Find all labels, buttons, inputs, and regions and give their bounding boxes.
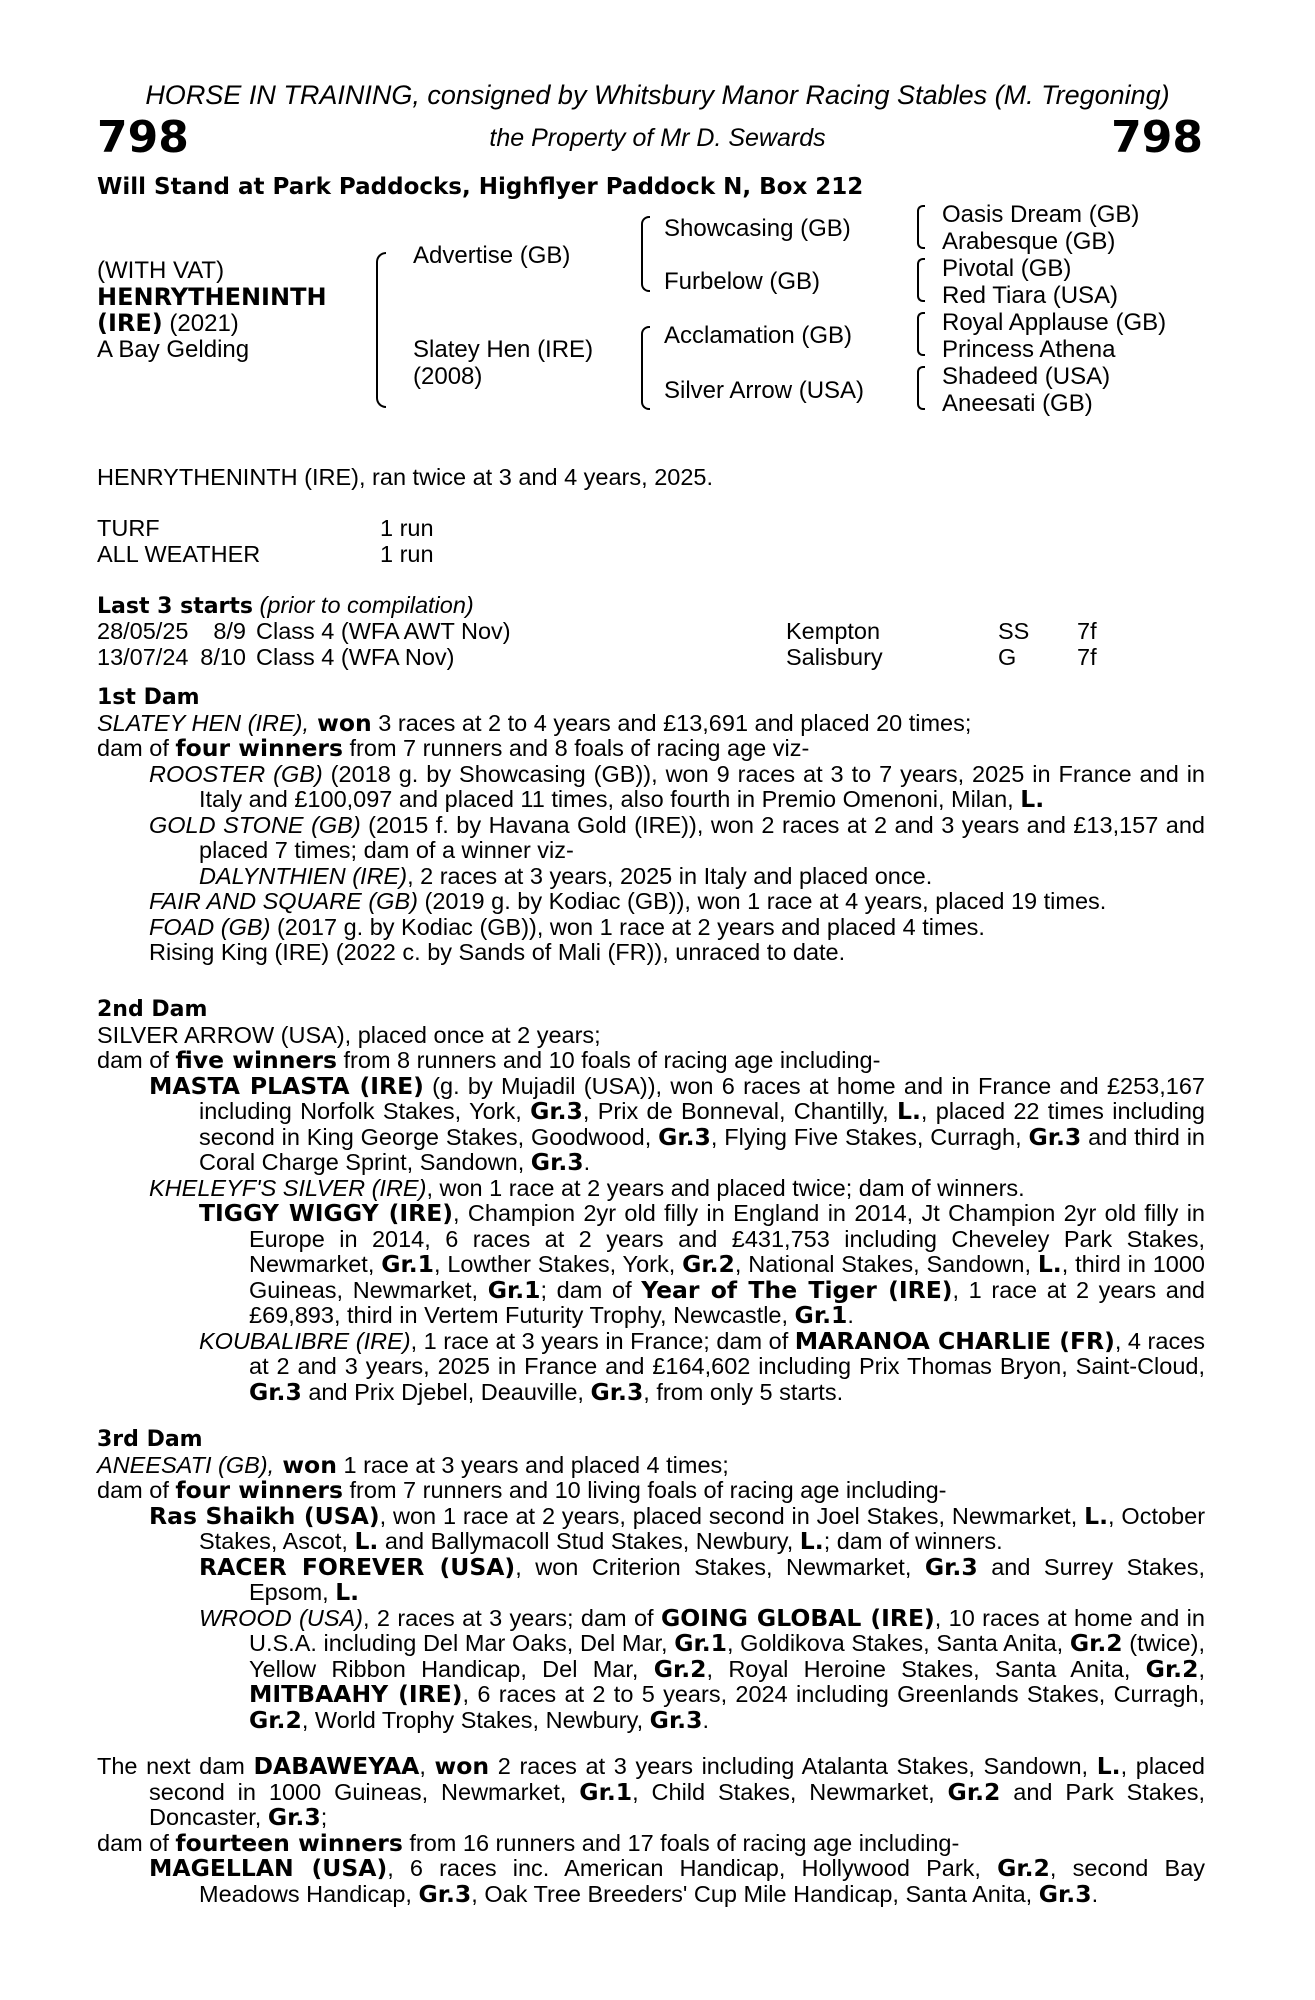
horse-year: (2021) — [162, 310, 239, 337]
text: dam of — [97, 1829, 176, 1856]
lot-number-left: 798 — [97, 112, 189, 163]
text: , third in 1000 Guineas, Newmarket, — [249, 1251, 1205, 1303]
sire: Advertise (GB) — [413, 242, 571, 269]
progeny-name: MAGELLAN (USA) — [149, 1854, 388, 1882]
grade: L. — [1084, 1501, 1109, 1530]
text: , Flying Five Stakes, Curragh, — [710, 1123, 1029, 1150]
text: , National Stakes, Sandown, — [734, 1251, 1038, 1277]
text: , — [1198, 1655, 1205, 1682]
next-dam-section — [97, 1754, 1205, 1907]
text: , Royal Heroine Stakes, Santa Anita, — [706, 1655, 1146, 1682]
surface-name: TURF — [97, 515, 160, 541]
grade: Gr.3 — [590, 1377, 644, 1406]
progeny-name: KOUBALIBRE (IRE) — [199, 1327, 411, 1354]
grade: L. — [335, 1578, 360, 1606]
brace-g3 — [917, 312, 925, 356]
text: , 6 races at 2 to 5 years, 2024 including Greenlands Stakes, Curragh, — [462, 1681, 1206, 1707]
text: (g. by Mujadil (USA)), won 6 races at home and in France and £253,167 including Norfolk Stakes, York, — [199, 1072, 1205, 1124]
text: , Child Stakes, Newmarket, — [632, 1778, 948, 1805]
grade: Gr.3 — [249, 1377, 302, 1406]
horse-origin: (IRE) — [97, 309, 163, 337]
text: , Oak Tree Breeders' Cup Mile Handicap, Santa Anita, — [471, 1880, 1039, 1907]
start-going: SS — [998, 618, 1030, 644]
text: , 1 race at 3 years in France; dam of — [410, 1327, 795, 1354]
progeny-name: WROOD (USA) — [199, 1604, 364, 1631]
grade: Gr.2 — [1069, 1629, 1123, 1657]
grade: L. — [354, 1527, 379, 1555]
surface-list — [97, 515, 434, 567]
dam-record: 1 race at 3 years and placed 4 times; — [336, 1451, 729, 1478]
text: , Goldikova Stakes, Santa Anita, — [727, 1630, 1070, 1656]
progeny-name: MITBAAHY (IRE) — [249, 1680, 463, 1708]
text: and Park Stakes, Doncaster, — [149, 1778, 1205, 1830]
dam-dam: Silver Arrow (USA) — [664, 377, 865, 404]
brace-g2 — [917, 258, 925, 302]
progeny-entry — [149, 889, 1205, 915]
race-summary: HENRYTHENINTH (IRE), ran twice at 3 and 4 years, 2025. — [97, 464, 714, 490]
dam: Slatey Hen (IRE) — [413, 336, 594, 363]
grade: Gr.2 — [947, 1777, 1001, 1806]
last-starts-table — [97, 618, 1097, 670]
text: , from only 5 starts. — [643, 1378, 844, 1405]
pedigree-brace-dam — [641, 326, 650, 410]
text: dam of — [97, 735, 176, 761]
progeny-name: RACER FOREVER (USA) — [199, 1552, 516, 1581]
progeny-entry — [149, 1071, 1205, 1176]
text: and Ballymacoll Stud Stakes, Newbury, — [378, 1528, 800, 1554]
text: , October Stakes, Ascot, — [199, 1502, 1206, 1554]
pedigree-brace-main — [376, 252, 386, 408]
won-label: won — [434, 1752, 490, 1780]
text: and third in Coral Charge Sprint, Sandown, — [199, 1123, 1205, 1175]
progeny-entry — [199, 1552, 1205, 1606]
text: dam of — [97, 1477, 176, 1503]
surface-name: ALL WEATHER — [97, 541, 261, 567]
text: , Prix de Bonneval, Chantilly, — [582, 1098, 898, 1124]
last-starts-heading — [97, 592, 474, 619]
progeny-name: FOAD (GB) — [149, 913, 271, 940]
start-date: 28/05/25 — [97, 618, 189, 644]
text: (2019 g. by Kodiac (GB)), won 1 race at 4 years, placed 19 times. — [417, 888, 1107, 914]
start-race: Class 4 (WFA Nov) — [256, 644, 455, 670]
text: , won 1 race at 2 years, placed second in Joel Stakes, Newmarket, — [379, 1502, 1085, 1529]
text: from 8 runners and 10 foals of racing age including- — [336, 1047, 881, 1073]
text: , 6 races inc. American Handicap, Hollywood Park, — [387, 1855, 998, 1881]
progeny-entry — [199, 1326, 1206, 1406]
progeny-entry — [149, 813, 1205, 864]
progeny-name: ROOSTER (GB) — [149, 760, 323, 787]
start-race: Class 4 (WFA AWT Nov) — [256, 618, 511, 644]
start-distance: 7f — [1077, 644, 1097, 670]
dam-name: SLATEY HEN (IRE), — [97, 709, 309, 736]
dam-name: ANEESATI (GB), — [97, 1451, 275, 1478]
winners-count: five winners — [175, 1046, 337, 1074]
third-dam-section — [97, 1426, 1205, 1733]
grade: Gr.1 — [579, 1777, 633, 1806]
grade: L. — [1037, 1250, 1062, 1278]
text: (2015 f. by Havana Gold (IRE)), won 2 races at 2 and 3 years and £13,157 and placed 7 times; dam of a winner viz- — [199, 811, 1205, 863]
text: from 16 runners and 17 foals of racing age including- — [402, 1829, 960, 1856]
text: and Prix Djebel, Deauville, — [301, 1378, 591, 1405]
grade: Gr.1 — [794, 1301, 848, 1329]
progeny-name: GOING GLOBAL (IRE) — [660, 1603, 935, 1632]
table-row — [97, 618, 1097, 644]
start-course: Kempton — [786, 618, 881, 644]
horse-name-text: HENRYTHENINTH — [97, 283, 327, 311]
grade: Gr.1 — [381, 1250, 434, 1278]
text: , 10 races at home and in U.S.A. including Del Mar Oaks, Del Mar, — [249, 1604, 1205, 1656]
dam-sire: Acclamation (GB) — [664, 322, 853, 349]
text: ; dam of — [540, 1276, 642, 1303]
consignor-line: HORSE IN TRAINING, consigned by Whitsbury Manor Racing Stables (M. Tregoning) — [145, 80, 1170, 110]
text: , placed 22 times including second in King George Stakes, Goodwood, — [199, 1098, 1205, 1150]
grade: Gr.3 — [530, 1148, 584, 1176]
text: , 1 race at 2 years and £69,893, third in Vertem Futurity Trophy, Newcastle, — [249, 1276, 1205, 1328]
text: , won Criterion Stakes, Newmarket, — [515, 1553, 925, 1580]
grade: Gr.2 — [997, 1854, 1050, 1882]
text: , Lowther Stakes, York, — [434, 1251, 683, 1277]
property-line: the Property of Mr D. Sewards — [489, 124, 826, 152]
start-distance: 7f — [1077, 618, 1097, 644]
gg-2: Arabesque (GB) — [942, 228, 1116, 255]
brace-g4 — [917, 366, 925, 410]
grade: Gr.3 — [649, 1705, 703, 1734]
grade: Gr.3 — [924, 1552, 978, 1581]
text: (2018 g. by Showcasing (GB)), won 9 races at 3 to 7 years, 2025 in France and in Italy and £100,097 and placed 11 times, also fourth in Premio Omenoni, Milan, — [199, 760, 1205, 812]
sire-sire: Showcasing (GB) — [664, 215, 851, 242]
stand-location: Will Stand at Park Paddocks, Highflyer Paddock N, Box 212 — [97, 174, 864, 200]
text: The next dam — [97, 1753, 254, 1779]
text: , won 1 race at 2 years and placed twice; dam of winners. — [426, 1174, 1025, 1201]
lot-number-right: 798 — [1111, 112, 1203, 163]
text: from 7 runners and 8 foals of racing age viz- — [343, 735, 810, 761]
grade: Gr.1 — [674, 1629, 728, 1657]
progeny-name: GOLD STONE (GB) — [149, 811, 361, 838]
horse-origin-year — [97, 309, 239, 338]
surface-row — [97, 541, 434, 567]
gg-3: Pivotal (GB) — [942, 255, 1072, 282]
won-label: won — [308, 708, 372, 737]
text: , 2 races at 3 years, 2025 in Italy and placed once. — [407, 862, 933, 889]
text: , 4 races at 2 and 3 years, 2025 in France and £164,602 including Prix Thomas Bryon, Saint-Cloud, — [249, 1327, 1206, 1379]
progeny-name: TIGGY WIGGY (IRE) — [199, 1199, 454, 1227]
last-starts-title: Last 3 starts — [97, 594, 254, 619]
gg-8: Aneesati (GB) — [942, 390, 1093, 417]
vat-label: (WITH VAT) — [97, 257, 225, 284]
gg-4: Red Tiara (USA) — [942, 282, 1119, 309]
progeny-entry — [149, 762, 1205, 813]
text: dam of — [97, 1047, 176, 1073]
dam-line: SILVER ARROW (USA), placed once at 2 years; — [97, 1021, 601, 1048]
progeny-entry — [149, 1856, 1205, 1907]
text: and Surrey Stakes, Epsom, — [249, 1553, 1205, 1605]
progeny-name: MASTA PLASTA (IRE) — [149, 1071, 424, 1100]
progeny-name: Ras Shaikh (USA) — [149, 1501, 380, 1530]
progeny-entry — [149, 1501, 1206, 1555]
dam-name: DABAWEYAA — [253, 1752, 420, 1780]
text: , second Bay Meadows Handicap, — [199, 1855, 1206, 1907]
text: , placed second in 1000 Guineas, Newmarket, — [149, 1753, 1206, 1805]
surface-runs: 1 run — [380, 541, 434, 567]
grade: Gr.3 — [1028, 1122, 1082, 1151]
start-position: 8/9 — [213, 618, 246, 644]
dam-year: (2008) — [413, 363, 483, 390]
section-heading: 2nd Dam — [97, 997, 208, 1022]
winners-count: four winners — [175, 1476, 343, 1504]
gg-5: Royal Applause (GB) — [942, 309, 1167, 336]
surface-runs: 1 run — [380, 515, 434, 541]
last-starts-note: (prior to compilation) — [253, 592, 474, 618]
progeny-entry — [199, 1603, 1206, 1734]
second-dam-section — [97, 996, 1205, 1405]
section-heading: 3rd Dam — [97, 1427, 203, 1452]
text: . — [702, 1706, 709, 1733]
text: from 7 runners and 10 living foals of racing age including- — [343, 1477, 947, 1503]
text: (twice), Yellow Ribbon Handicap, Del Mar, — [249, 1630, 1205, 1682]
progeny-entry: Rising King (IRE) (2022 c. by Sands of Mali (FR)), unraced to date. — [149, 939, 846, 965]
start-date: 13/07/24 — [97, 644, 189, 670]
progeny-entry — [149, 1176, 1205, 1202]
brace-g1 — [917, 205, 925, 249]
next-dam-line — [97, 1754, 1205, 1831]
surface-row — [97, 515, 434, 541]
table-row — [97, 644, 1097, 670]
grade: Gr.3 — [267, 1803, 321, 1831]
text: . — [1091, 1880, 1099, 1907]
won-label: won — [274, 1450, 337, 1479]
progeny-name: MARANOA CHARLIE (FR) — [794, 1326, 1115, 1355]
grade: Gr.3 — [1038, 1879, 1092, 1908]
progeny-name: KHELEYF'S SILVER (IRE) — [149, 1174, 427, 1201]
text: . — [847, 1302, 854, 1328]
text: , — [419, 1753, 435, 1779]
text: 2 races at 3 years including Atalanta Stakes, Sandown, — [489, 1753, 1097, 1779]
progeny-name: Year of The Tiger (IRE) — [641, 1275, 953, 1304]
sire-dam: Furbelow (GB) — [664, 268, 821, 295]
gg-1: Oasis Dream (GB) — [942, 201, 1140, 228]
grade: Gr.3 — [658, 1122, 711, 1151]
grade: Gr.2 — [249, 1705, 302, 1734]
progeny-name: FAIR AND SQUARE (GB) — [149, 888, 418, 914]
grade: Gr.2 — [1145, 1654, 1199, 1683]
text: , 2 races at 3 years; dam of — [363, 1604, 661, 1631]
progeny-entry — [199, 1201, 1205, 1329]
grade: L. — [1096, 1752, 1121, 1780]
text: ; dam of winners. — [823, 1528, 1003, 1554]
text: ; — [320, 1804, 328, 1830]
progeny-entry — [199, 864, 1205, 890]
grade: L. — [1020, 785, 1045, 813]
grade: Gr.1 — [487, 1275, 541, 1304]
start-course: Salisbury — [786, 644, 883, 670]
dam-record: 3 races at 2 to 4 years and £13,691 and placed 20 times; — [371, 709, 972, 736]
grade: Gr.3 — [530, 1097, 583, 1125]
grade: Gr.2 — [682, 1250, 735, 1278]
progeny-name: DALYNTHIEN (IRE) — [199, 862, 408, 889]
grade: L. — [897, 1097, 921, 1125]
grade: Gr.2 — [653, 1654, 707, 1683]
progeny-entry — [149, 915, 1205, 941]
text: . — [583, 1149, 591, 1175]
grade: L. — [799, 1527, 824, 1555]
start-going: G — [998, 644, 1017, 670]
start-position: 8/10 — [200, 644, 246, 670]
horse-name — [97, 283, 327, 312]
pedigree-brace-sire — [641, 216, 650, 292]
grade: Gr.3 — [418, 1879, 472, 1908]
first-dam-section — [97, 684, 1205, 966]
winners-count: four winners — [175, 734, 343, 762]
horse-description: A Bay Gelding — [97, 336, 250, 363]
gg-6: Princess Athena — [942, 336, 1116, 363]
winners-count: fourteen winners — [175, 1828, 403, 1857]
gg-7: Shadeed (USA) — [942, 363, 1111, 390]
text: (2017 g. by Kodiac (GB)), won 1 race at 2 years and placed 4 times. — [270, 913, 985, 940]
section-heading: 1st Dam — [97, 685, 200, 710]
text: , Champion 2yr old filly in England in 2014, Jt Champion 2yr old filly in Europe in 2014, 6 races at 2 years and £431,753 including Cheveley Park Stakes, Newmarket, — [249, 1200, 1205, 1277]
text: , World Trophy Stakes, Newbury, — [301, 1706, 650, 1733]
